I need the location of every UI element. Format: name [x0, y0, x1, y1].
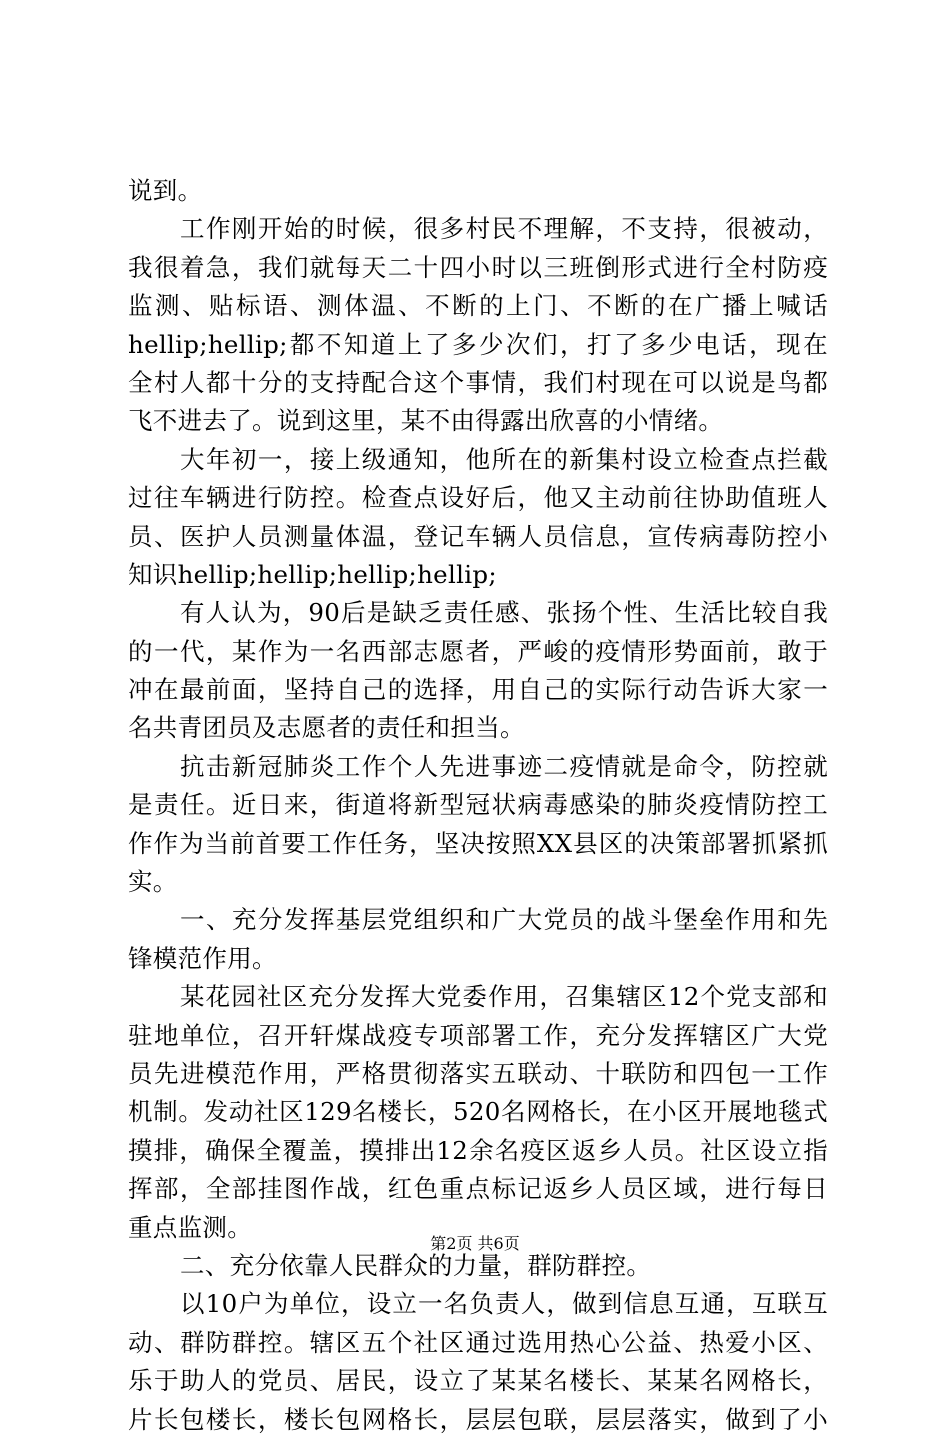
- text-line: 二、充分依靠人民群众的力量，群防群控。: [180, 1250, 652, 1280]
- text-line: 监测、贴标语、测体温、不断的上门、不断的在广播上喊话: [128, 291, 828, 321]
- text-line: 挥部，全部挂图作战，红色重点标记返乡人员区域，进行每日: [128, 1174, 828, 1204]
- text-line: 实。: [128, 867, 178, 897]
- text-line: 飞不进去了。说到这里，某不由得露出欣喜的小情绪。: [128, 406, 724, 436]
- text-line: 重点监测。: [128, 1212, 252, 1242]
- text-line: 全村人都十分的支持配合这个事情，我们村现在可以说是鸟都: [128, 367, 828, 397]
- text-line: 有人认为，90后是缺乏责任感、张扬个性、生活比较自我: [180, 598, 828, 628]
- text-line: 是责任。近日来，街道将新型冠状病毒感染的肺炎疫情防控工: [128, 790, 828, 820]
- text-line: 驻地单位，召开轩煤战疫专项部署工作，充分发挥辖区广大党: [128, 1020, 828, 1050]
- text-line: 机制。发动社区129名楼长，520名网格长，在小区开展地毯式: [128, 1097, 828, 1127]
- text-line: 名共青团员及志愿者的责任和担当。: [128, 713, 525, 743]
- text-line: 作作为当前首要工作任务，坚决按照XX县区的决策部署抓紧抓: [128, 828, 828, 858]
- text-line: 冲在最前面，坚持自己的选择，用自己的实际行动告诉大家一: [128, 675, 828, 705]
- text-line: 员、医护人员测量体温，登记车辆人员信息，宣传病毒防控小: [128, 521, 828, 551]
- text-line: 锋模范作用。: [128, 943, 277, 973]
- page-number-label: 第2页 共6页: [430, 1234, 520, 1253]
- page-footer: [0, 1234, 950, 1254]
- text-line: 摸排，确保全覆盖，摸排出12余名疫区返乡人员。社区设立指: [128, 1135, 828, 1165]
- text-line: 抗击新冠肺炎工作个人先进事迹二疫情就是命令，防控就: [180, 751, 828, 781]
- text-line: 一、充分发挥基层党组织和广大党员的战斗堡垒作用和先: [180, 905, 828, 935]
- text-line: 以10户为单位，设立一名负责人，做到信息互通，互联互: [180, 1289, 828, 1319]
- text-line: 乐于助人的党员、居民，设立了某某名楼长、某某名网格长，: [128, 1366, 828, 1396]
- text-line: 片长包楼长，楼长包网格长，层层包联，层层落实，做到了小: [128, 1404, 828, 1434]
- text-line: 知识hellip;hellip;hellip;hellip;: [128, 559, 497, 589]
- text-line: 工作刚开始的时候，很多村民不理解，不支持，很被动，: [180, 214, 828, 244]
- text-line: hellip;hellip;都不知道上了多少次们，打了多少电话，现在: [128, 329, 828, 359]
- text-line: 大年初一，接上级通知，他所在的新集村设立检查点拦截: [180, 444, 828, 474]
- text-line: 我很着急，我们就每天二十四小时以三班倒形式进行全村防疫: [128, 252, 828, 282]
- text-line: 某花园社区充分发挥大党委作用，召集辖区12个党支部和: [180, 982, 828, 1012]
- text-line: 员先进模范作用，严格贯彻落实五联动、十联防和四包一工作: [128, 1058, 828, 1088]
- text-line: 的一代，某作为一名西部志愿者，严峻的疫情形势面前，敢于: [128, 636, 828, 666]
- text-line: 过往车辆进行防控。检查点设好后，他又主动前往协助值班人: [128, 483, 828, 513]
- text-line: 动、群防群控。辖区五个社区通过选用热心公益、热爱小区、: [128, 1327, 828, 1357]
- text-line: 说到。: [128, 176, 203, 205]
